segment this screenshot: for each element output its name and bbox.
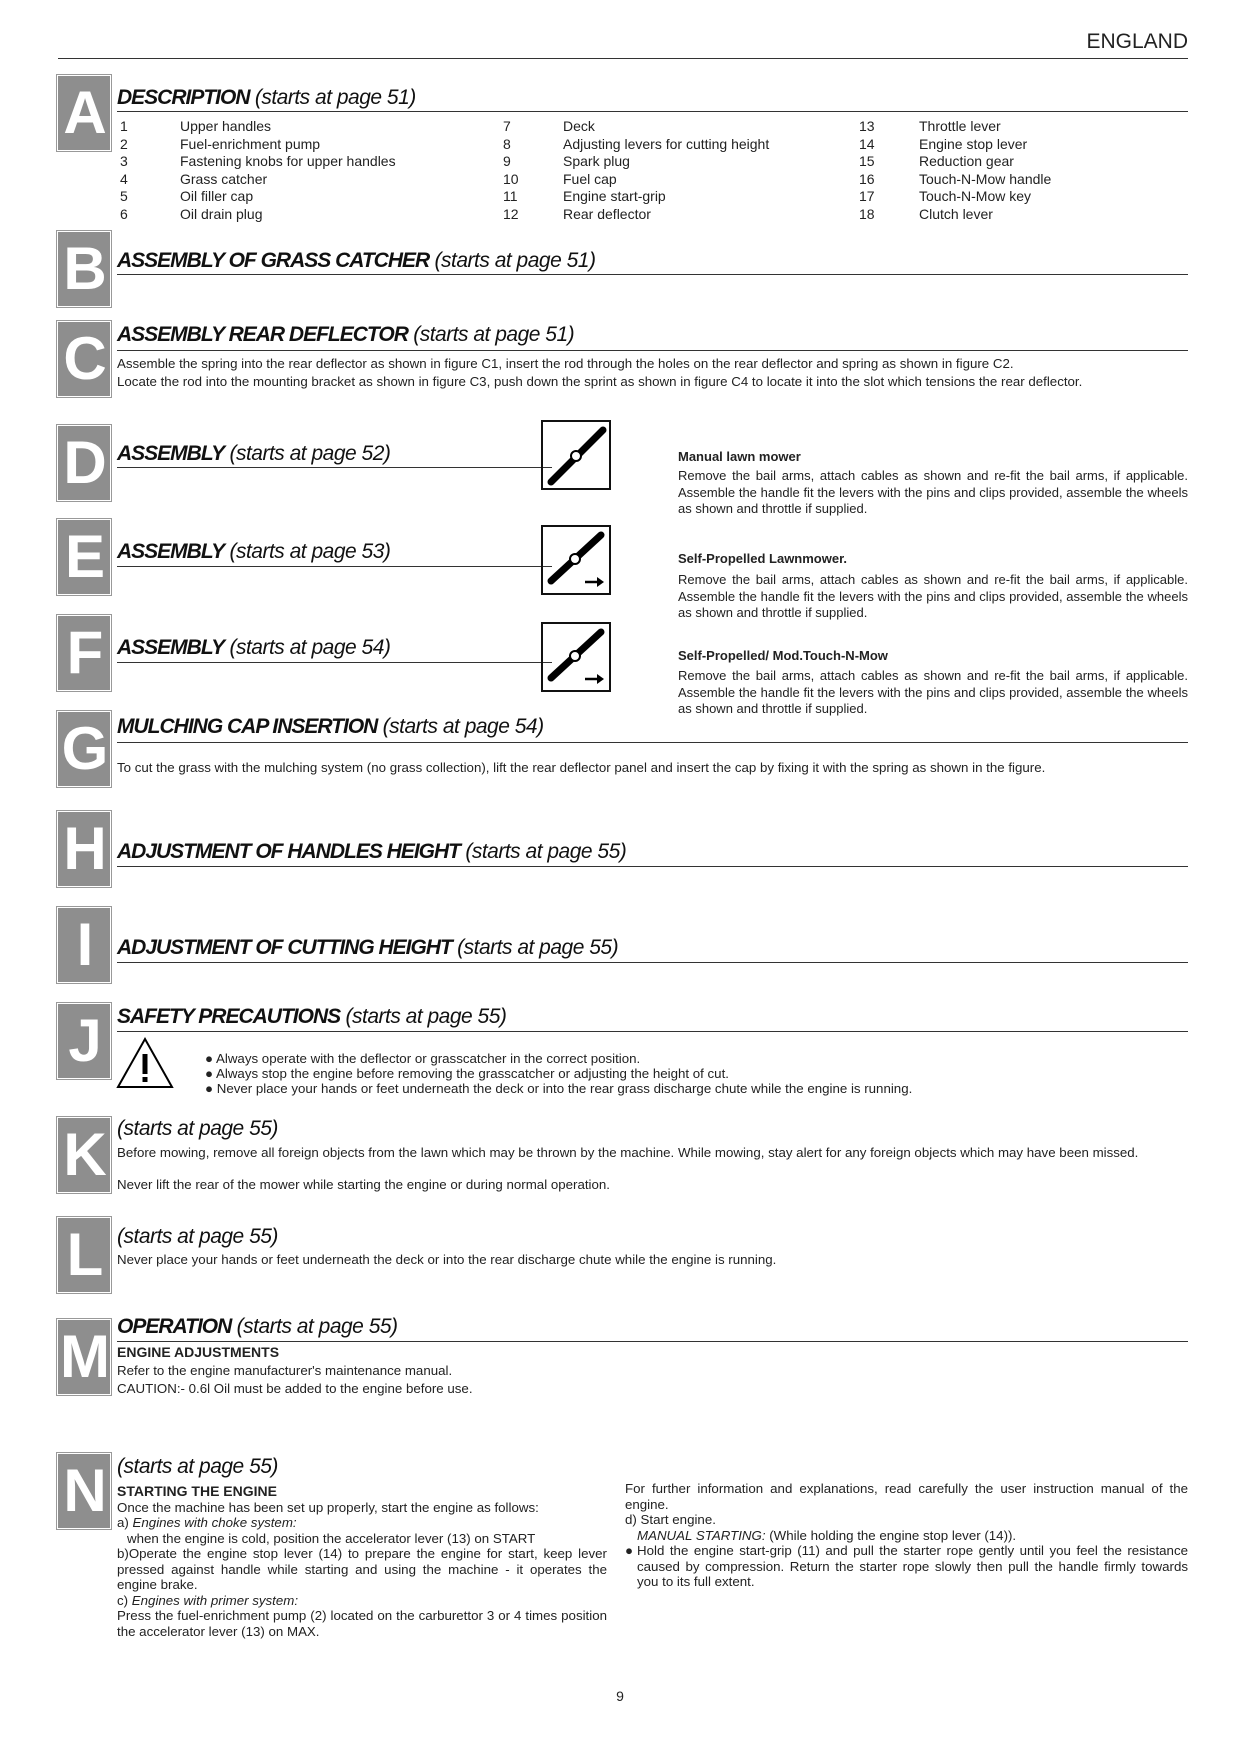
- bullet-dot-icon: ●: [205, 1066, 216, 1081]
- part-label: Upper handles: [180, 118, 272, 134]
- parts-column-1: [117, 118, 396, 224]
- starting-line-6: Press the fuel-enrichment pump (2) located on the carburettor 3 or 4 times position the accelerator lever (13) on MAX.: [117, 1608, 607, 1639]
- section-letter-m: M: [58, 1320, 110, 1394]
- rule-h: [117, 866, 1188, 867]
- page-ref: (starts at page 54): [377, 715, 544, 738]
- parts-list-item: [117, 188, 396, 206]
- section-letter-i: I: [58, 908, 110, 982]
- section-letter-f: F: [58, 616, 110, 690]
- title-text: ASSEMBLY REAR DEFLECTOR: [117, 323, 408, 346]
- section-title-d: [117, 442, 390, 466]
- safety-bullet-text: Never place your hands or feet underneath the deck or into the rear grass discharge chute while the engine is running.: [216, 1081, 913, 1096]
- part-label: Fuel cap: [563, 170, 617, 187]
- safety-bullet: [205, 1051, 912, 1066]
- section-letter-j: J: [58, 1004, 110, 1078]
- part-number: 14: [859, 135, 875, 152]
- rule-m: [117, 1341, 1188, 1342]
- part-number: 18: [859, 205, 875, 222]
- section-title-i: [117, 936, 618, 960]
- section-title-h: [117, 840, 626, 864]
- section-letter-n: N: [58, 1454, 110, 1528]
- section-title-m: [117, 1315, 398, 1339]
- page-ref: (starts at page 51): [249, 86, 416, 109]
- parts-list-item: [500, 188, 769, 206]
- page-ref: (starts at page 55): [117, 1455, 278, 1478]
- section-title-n: [117, 1455, 278, 1479]
- safety-bullet-text: Always stop the engine before removing the grasscatcher or adjusting the height of cut.: [216, 1066, 729, 1081]
- self-propelled-icon: [541, 525, 611, 595]
- safety-bullet-list: [205, 1051, 912, 1096]
- starting-line-5: [117, 1593, 607, 1609]
- rule-g: [117, 742, 1188, 743]
- page-ref: (starts at page 55): [460, 840, 627, 863]
- step-a-title: Engines with choke system:: [132, 1515, 297, 1530]
- parts-list-item: [500, 171, 769, 189]
- part-label: Engine stop lever: [919, 135, 1028, 152]
- section-letter-l: L: [58, 1218, 110, 1292]
- parts-list-item: [500, 153, 769, 171]
- section-d-body: Remove the bail arms, attach cables as shown and re-fit the bail arms, if applicable. Assemble the handle fit the levers with the pins and clips provided, assemble the wheels as shown and throttle if supplied.: [678, 468, 1188, 516]
- section-title-c: [117, 323, 574, 347]
- page-ref: (starts at page 54): [224, 636, 391, 659]
- part-number: 11: [503, 188, 518, 205]
- step-a-label: a): [117, 1515, 133, 1530]
- part-number: 5: [120, 188, 128, 205]
- rule-a: [117, 111, 1188, 112]
- right-line-4: [625, 1543, 1188, 1590]
- title-text: SAFETY PRECAUTIONS: [117, 1005, 341, 1028]
- manual-starting-note: (While holding the engine stop lever (14)).: [765, 1527, 1017, 1543]
- part-number: 9: [503, 153, 511, 170]
- parts-column-2: [500, 118, 769, 224]
- title-text: DESCRIPTION: [117, 86, 250, 109]
- part-label: Engine start-grip: [563, 188, 666, 205]
- section-f-heading: Self-Propelled/ Mod.Touch-N-Mow: [678, 648, 888, 663]
- section-m-heading: ENGINE ADJUSTMENTS: [117, 1344, 280, 1360]
- part-label: Throttle lever: [919, 118, 1001, 134]
- part-label: Deck: [563, 118, 595, 134]
- country-label: ENGLAND: [1086, 30, 1188, 53]
- bullet-dot-icon: ●: [625, 1543, 634, 1558]
- page-ref: (starts at page 55): [231, 1315, 398, 1338]
- self-propelled-icon: [541, 622, 611, 692]
- section-title-f: [117, 636, 390, 660]
- manual-starting-label: MANUAL STARTING:: [637, 1527, 766, 1543]
- safety-bullet-text: Always operate with the deflector or grasscatcher in the correct position.: [216, 1051, 641, 1066]
- section-f-body: Remove the bail arms, attach cables as shown and re-fit the bail arms, if applicable. Assemble the handle fit the levers with the pins and clips provided, assemble the wheels as shown and throttle if supplied.: [678, 668, 1188, 716]
- section-title-j: [117, 1005, 506, 1029]
- starting-line-4: b)Operate the engine stop lever (14) to prepare the engine for start, keep lever pressed against handle while starting and using the machine - it operates the engine brake.: [117, 1546, 607, 1592]
- starting-line-2: [117, 1515, 607, 1531]
- part-number: 1: [120, 118, 128, 134]
- section-letter-c: C: [58, 322, 110, 396]
- section-g-text: To cut the grass with the mulching system (no grass collection), lift the rear deflector panel and insert the cap by fixing it with the spring as shown in the figure.: [117, 760, 1046, 775]
- title-text: MULCHING CAP INSERTION: [117, 715, 378, 738]
- part-number: 16: [859, 170, 875, 187]
- right-line-1: For further information and explanations, read carefully the user instruction manual of the engine.: [625, 1481, 1188, 1512]
- part-number: 2: [120, 135, 128, 152]
- title-text: ASSEMBLY: [117, 636, 225, 659]
- section-letter-k: K: [58, 1118, 110, 1192]
- section-letter-a: A: [58, 76, 110, 150]
- page-ref: (starts at page 51): [429, 249, 596, 272]
- part-number: 8: [503, 135, 511, 152]
- section-title-b: [117, 249, 595, 273]
- rule-f: [117, 662, 552, 663]
- page-ref: (starts at page 55): [117, 1117, 278, 1140]
- starting-engine-left-column: [117, 1484, 607, 1639]
- part-label: Clutch lever: [919, 205, 993, 222]
- manual-mower-icon: [541, 420, 611, 490]
- parts-list-item: [117, 118, 396, 136]
- page-ref: (starts at page 52): [224, 442, 391, 465]
- part-label: Fuel-enrichment pump: [180, 135, 321, 152]
- rule-j: [117, 1031, 1188, 1032]
- part-number: 13: [859, 118, 875, 134]
- starting-engine-right-column: [625, 1481, 1188, 1590]
- page-ref: (starts at page 55): [340, 1005, 507, 1028]
- section-letter-h: H: [58, 812, 110, 886]
- rule-d: [117, 467, 552, 468]
- section-letter-b: B: [58, 232, 110, 306]
- part-label: Reduction gear: [919, 153, 1014, 170]
- parts-list-item: [500, 136, 769, 154]
- part-number: 7: [503, 118, 511, 134]
- right-line-2: d) Start engine.: [625, 1512, 716, 1527]
- rule-c: [117, 350, 1188, 351]
- part-label: Fastening knobs for upper handles: [180, 153, 396, 170]
- parts-list-item: [856, 171, 1051, 189]
- section-l-text: Never place your hands or feet underneath the deck or into the rear discharge chute while the engine is running.: [117, 1252, 777, 1267]
- warning-icon: [115, 1036, 175, 1095]
- parts-list-item: [500, 206, 769, 224]
- parts-column-3: [856, 118, 1051, 224]
- section-letter-e: E: [58, 520, 110, 594]
- bullet-dot-icon: ●: [205, 1081, 217, 1096]
- section-title-e: [117, 540, 390, 564]
- rule-i: [117, 962, 1188, 963]
- page-ref: (starts at page 55): [451, 936, 619, 959]
- parts-list-item: [856, 188, 1051, 206]
- part-label: Oil filler cap: [180, 188, 254, 205]
- starting-engine-heading: STARTING THE ENGINE: [117, 1483, 277, 1499]
- section-k-line-2: Never lift the rear of the mower while starting the engine or during normal operation.: [117, 1177, 610, 1192]
- section-k-line-1: Before mowing, remove all foreign objects from the lawn which may be thrown by the machine. While mowing, stay alert for any foreign objects which may have been missed.: [117, 1145, 1139, 1160]
- section-m-line-1: Refer to the engine manufacturer's maintenance manual.: [117, 1363, 453, 1378]
- section-title-g: [117, 715, 544, 739]
- section-letter-d: D: [58, 426, 110, 500]
- starting-line-1: Once the machine has been set up properly, start the engine as follows:: [117, 1499, 539, 1515]
- part-number: 15: [859, 153, 875, 170]
- title-text: ASSEMBLY: [117, 442, 225, 465]
- section-m-line-2: CAUTION:- 0.6l Oil must be added to the engine before use.: [117, 1381, 473, 1396]
- section-c-line-1: Assemble the spring into the rear deflector as shown in figure C1, insert the rod through the holes on the rear deflector and spring as shown in figure C2.: [117, 356, 1014, 371]
- part-label: Adjusting levers for cutting height: [563, 135, 770, 152]
- parts-list-item: [117, 136, 396, 154]
- starting-line-3: when the engine is cold, position the accelerator lever (13) on START: [127, 1530, 536, 1546]
- top-divider: [58, 58, 1188, 59]
- title-text: ADJUSTMENT OF CUTTING HEIGHT: [117, 936, 452, 959]
- part-number: 3: [120, 153, 128, 170]
- title-text: ASSEMBLY OF GRASS CATCHER: [117, 249, 430, 272]
- section-e-heading: Self-Propelled Lawnmower.: [678, 551, 848, 566]
- step-c-title: Engines with primer system:: [131, 1592, 299, 1608]
- rule-b: [117, 274, 1188, 275]
- parts-list-item: [500, 118, 769, 136]
- part-label: Touch-N-Mow handle: [919, 170, 1052, 187]
- section-letter-g: G: [58, 712, 110, 786]
- parts-list-item: [856, 153, 1051, 171]
- section-c-line-2: Locate the rod into the mounting bracket as shown in figure C3, push down the sprint as shown in figure C4 to locate it into the slot which tensions the rear deflector.: [117, 374, 1083, 389]
- part-number: 17: [859, 188, 875, 205]
- part-label: Oil drain plug: [180, 205, 263, 222]
- section-title-k: [117, 1117, 278, 1141]
- bullet-dot-icon: ●: [205, 1051, 216, 1066]
- section-e-body: Remove the bail arms, attach cables as shown and re-fit the bail arms, if applicable. Assemble the handle fit the levers with the pins and clips provided, assemble the wheels as shown and throttle if supplied.: [678, 572, 1188, 620]
- part-number: 6: [120, 205, 128, 222]
- part-number: 10: [503, 170, 519, 187]
- part-number: 4: [120, 170, 128, 187]
- page-number: 9: [616, 1688, 624, 1704]
- parts-list-item: [856, 118, 1051, 136]
- parts-list-item: [117, 171, 396, 189]
- parts-list-item: [856, 136, 1051, 154]
- rule-e: [117, 566, 552, 567]
- page-ref: (starts at page 55): [117, 1225, 278, 1248]
- title-text: OPERATION: [117, 1315, 232, 1338]
- page-ref: (starts at page 51): [407, 323, 575, 346]
- parts-list-item: [856, 206, 1051, 224]
- safety-bullet: [205, 1081, 912, 1096]
- section-title-a: [117, 86, 416, 110]
- part-label: Spark plug: [563, 153, 630, 170]
- title-text: ASSEMBLY: [117, 540, 225, 563]
- part-label: Rear deflector: [563, 205, 651, 222]
- part-label: Touch-N-Mow key: [919, 188, 1032, 205]
- page-ref: (starts at page 53): [224, 540, 391, 563]
- step-c-label: c): [117, 1592, 132, 1608]
- right-line-3: [625, 1528, 1188, 1544]
- parts-list-item: [117, 153, 396, 171]
- safety-bullet: [205, 1066, 912, 1081]
- right-line-4-text: Hold the engine start-grip (11) and pull the starter rope gently until you feel the resistance caused by compression. Return the starter rope slowly then pull the handle firmly towards you to its full extent.: [637, 1543, 1188, 1589]
- section-d-heading: Manual lawn mower: [678, 449, 801, 464]
- title-text: ADJUSTMENT OF HANDLES HEIGHT: [117, 840, 461, 863]
- part-number: 12: [503, 205, 519, 222]
- parts-list-item: [117, 206, 396, 224]
- part-label: Grass catcher: [180, 170, 268, 187]
- section-title-l: [117, 1225, 278, 1249]
